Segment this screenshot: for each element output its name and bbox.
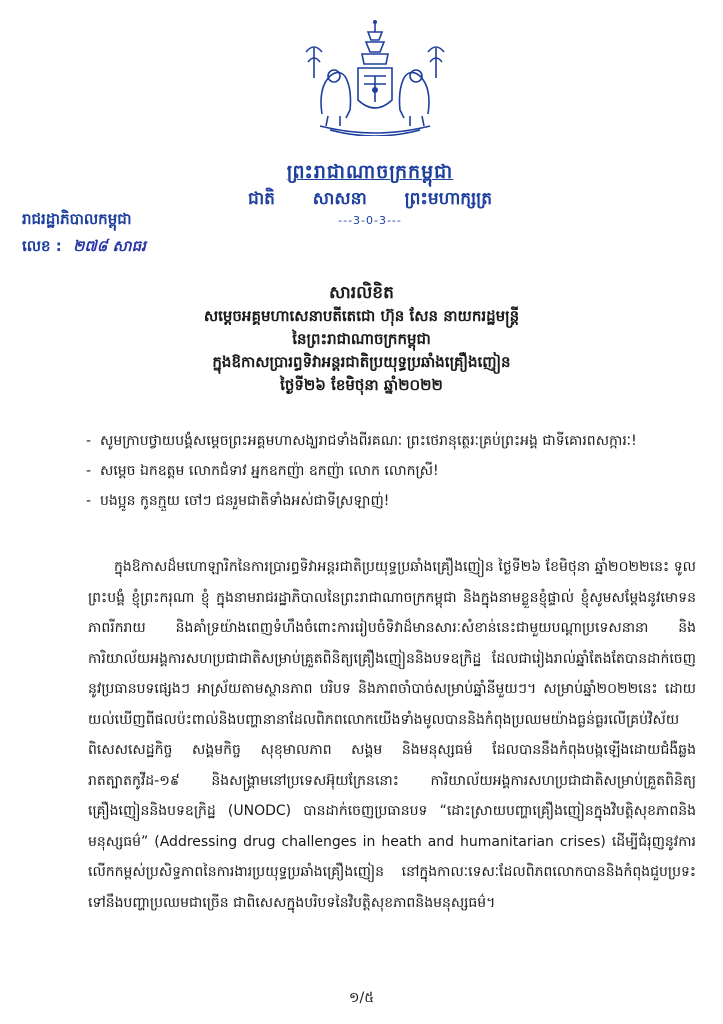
government-name: រាជរដ្ឋាភិបាលកម្ពុជា: [22, 210, 132, 228]
motto-nation: ជាតិ: [248, 189, 275, 209]
motto-religion: សាសនា: [312, 189, 367, 209]
title-line: សម្តេចអគ្គមហាសេនាបតីតេជោ ហ៊ុន សែន នាយករដ្ឋមន្ត្រី: [203, 307, 520, 325]
motto-king: ព្រះមហាក្សត្រ: [404, 189, 492, 209]
reference-value: ២៧៨ សាធរ: [73, 237, 146, 255]
kingdom-name: ព្រះរាជាណាចក្រកម្ពុជា: [286, 161, 454, 183]
page-number: ១/៥: [348, 990, 375, 1006]
body-paragraph: ក្នុងឱកាសដ៏មហោឡារិកនៃការប្រារព្ធទិវាអន្តរជាតិប្រយុទ្ធប្រឆាំងគ្រឿងញៀន ថ្ងៃទី២៦ ខែមិថុនា ឆ្នាំ២០២២នេះ ទូលព្រះបង្គំ ខ្ញុំព្រះករុណា ខ្ញុំ ក្នុងនាមរាជរដ្ឋាភិបាលនៃព្រះរាជាណាចក្រកម្ពុជា និងក្នុងនាមខ្លួនខ្ញុំផ្ទាល់ ខ្ញុំសូមសម្តែងនូវមោទនភាពរីករាយ និងគាំទ្រយ៉ាងពេញទំហឹងចំពោះការរៀបចំទិវាដ៏មានសារៈសំខាន់នេះជាមួយបណ្តាប្រទេសនានា និងការិយាល័យអង្គការសហប្រជាជាតិសម្រាប់គ្រួតពិនិត្យគ្រឿងញៀននិងបទឧក្រិដ្ឋ ដែលជារៀងរាល់ឆ្នាំតែងតែបានដាក់ចេញនូវប្រធានបទផ្សេងៗ អាស្រ័យតាមស្ថានភាព បរិបទ និងភាពចាំបាច់សម្រាប់ឆ្នាំនីមួយៗ។ សម្រាប់ឆ្នាំ២០២២នេះ ដោយយល់ឃើញពីផលប៉ះពាល់និងបញ្ហានានាដែលពិភពលោកយើងទាំងមូលបាននិងកំពុងប្រឈមយ៉ាងធ្ងន់ធ្ងរលើគ្រប់វិស័យ ពិសេសសេដ្ឋកិច្ច សង្គមកិច្ច សុខុមាលភាព សង្គម និងមនុស្សធម៌ ដែលបាននឹងកំពុងបង្កឡើងដោយជំងឺឆ្លងរាតត្បាតកូវីដ-១៩ និងសង្គ្រាមនៅប្រទេសអ៊ុយក្រែននោះ ការិយាល័យអង្គការសហប្រជាជាតិសម្រាប់គ្រួតពិនិត្យគ្រឿងញៀននិងបទឧក្រិដ្ឋ (UNODC) បានដាក់ចេញប្រធានបទ “ដោះស្រាយបញ្ហាគ្រឿងញៀនក្នុងវិបត្តិសុខភាពនិងមនុស្សធម៌” (Addressing drug challenges in heath and humanitarian crises) ដើម្បីជំរុញនូវការលើកកម្ពស់ប្រសិទ្ធភាពនៃការងារប្រយុទ្ធប្រឆាំងគ្រឿងញៀន នៅក្នុងកាលៈទេសៈដែលពិភពលោកបាននិងកំពុងជួបប្រទះទៅនឹងបញ្ហាប្រឈមជាច្រើន ជាពិសេសក្នុងបរិបទនៃវិបត្តិសុខភាពនិងមនុស្សធម៌។: [88, 559, 696, 911]
royal-coat-of-arms-icon: [300, 18, 450, 136]
reference-label: លេខ :: [22, 237, 62, 255]
title-line: ក្នុងឱកាសប្រារព្ធទិវាអន្តរជាតិប្រយុទ្ធប្រឆាំងគ្រឿងញៀន: [212, 353, 511, 371]
greeting-item: - សម្តេច ឯកឧត្តម លោកជំទាវ អ្នកឧកញ៉ា ឧកញ៉ា លោក លោកស្រី!: [86, 460, 696, 482]
greetings-list: [86, 430, 696, 520]
reference-number: [22, 237, 146, 259]
header-ornament: ---3-0-3---: [338, 214, 402, 227]
title-line: ថ្ងៃទី២៦ ខែមិថុនា ឆ្នាំ២០២២: [280, 376, 443, 394]
title-line: នៃព្រះរាជាណាចក្រកម្ពុជា: [292, 330, 431, 348]
letter-title: [100, 282, 623, 397]
greeting-item: - បងប្អូន កូនក្មួយ ចៅៗ ជនរួមជាតិទាំងអស់ជាទីស្រឡាញ់!: [86, 490, 696, 512]
national-motto: [240, 188, 500, 213]
title-main: សារលិខិត: [329, 283, 394, 303]
greeting-item: - សូមក្រាបថ្វាយបង្គំសម្តេចព្រះអគ្គមហាសង្ឃរាជទាំងពីរគណៈ ព្រះថេរានុត្ថេរៈគ្រប់ព្រះអង្គ ជាទីគោរពសក្ការៈ!: [86, 430, 696, 452]
